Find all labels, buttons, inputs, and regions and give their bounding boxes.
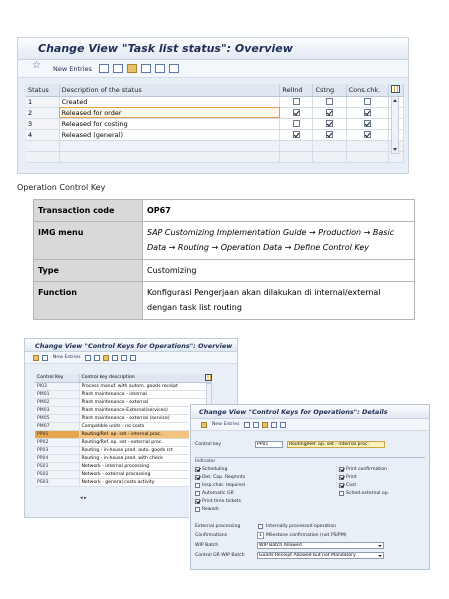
screen-title: Change View "Control Keys for Operations": Details — [191, 405, 429, 419]
control-key-description-field[interactable]: Routing/Ref. op. set - internal proc. — [287, 441, 385, 448]
table-row[interactable] — [26, 96, 404, 107]
control-key-description-cell: Compatible units - no costs — [79, 422, 212, 430]
info-value: Customizing — [143, 260, 415, 282]
cstng-checkbox[interactable] — [326, 120, 333, 127]
undo-icon[interactable] — [127, 64, 137, 73]
status-cell[interactable]: 3 — [26, 118, 59, 129]
control-key-label: Control key — [195, 442, 222, 447]
new-entries-button[interactable]: New Entries — [53, 355, 81, 360]
indicator-checkbox[interactable] — [339, 483, 344, 488]
checkbox-cell — [346, 107, 388, 118]
table-row[interactable] — [35, 462, 212, 470]
table-row[interactable] — [35, 390, 212, 398]
table-settings-header[interactable] — [388, 84, 403, 96]
control-key-description-cell: Plant maintenance - internal — [79, 390, 212, 398]
indicator-checkbox[interactable] — [195, 507, 200, 512]
description-cell[interactable]: Released for costing — [59, 118, 280, 129]
toolbar — [191, 419, 429, 431]
check-icon[interactable] — [42, 355, 48, 361]
conschk-checkbox[interactable] — [364, 131, 371, 138]
table-row[interactable] — [35, 422, 212, 430]
relind-checkbox[interactable] — [293, 120, 300, 127]
control-key-description-cell: Routing - in-house prod. auto. goods rct — [79, 446, 212, 454]
new-entries-button[interactable]: New Entries — [53, 64, 92, 73]
control-key-cell[interactable]: PM07 — [35, 422, 79, 430]
empty-cell — [313, 140, 346, 151]
indicator-label: Det. Cap. Reqmnts — [202, 475, 246, 480]
section-caption: Operation Control Key — [17, 183, 106, 192]
empty-row[interactable] — [26, 151, 404, 162]
table-row[interactable] — [35, 446, 212, 454]
cstng-checkbox[interactable] — [326, 98, 333, 105]
info-value: Konfigurasi Pengerjaan akan dilakukan di internal/external dengan task list routing — [143, 282, 415, 320]
checkbox-cell — [313, 118, 346, 129]
empty-cell — [59, 140, 280, 151]
control-key-description-cell: Plant maintenance-External(services) — [79, 406, 212, 414]
wip-batch-dropdown[interactable]: WIP Batch Allowed — [257, 542, 384, 549]
indicator-label: Sched.external op. — [346, 491, 390, 496]
info-key: IMG menu — [34, 222, 143, 260]
display-change-icon[interactable] — [33, 355, 39, 361]
select-all-icon[interactable] — [141, 64, 151, 73]
external-processing-value: Internally processed operation — [266, 524, 337, 529]
checkbox-cell — [346, 118, 388, 129]
empty-cell — [280, 151, 313, 162]
control-key-description-cell: Network - internal processing — [79, 462, 212, 470]
table-row[interactable] — [35, 430, 212, 438]
table-row — [34, 282, 415, 320]
indicator-label: Insp.char. required — [202, 483, 245, 488]
table-row[interactable] — [35, 398, 212, 406]
checkbox-cell — [280, 96, 313, 107]
indicator-checkbox[interactable] — [195, 467, 200, 472]
empty-cell — [280, 140, 313, 151]
undo-icon[interactable] — [103, 355, 109, 361]
delete-icon[interactable] — [253, 422, 259, 428]
next-entry-icon[interactable] — [280, 422, 286, 428]
status-cell[interactable]: 4 — [26, 129, 59, 140]
info-key: Function — [34, 282, 143, 320]
indicator-label: Cost — [346, 483, 357, 488]
table-row[interactable] — [26, 129, 404, 140]
indicator-group-border — [195, 457, 425, 458]
external-processing-field[interactable] — [258, 524, 263, 529]
horizontal-scroll-arrows[interactable]: ◂ ▸ — [80, 495, 87, 501]
display-change-icon[interactable] — [32, 64, 46, 73]
toolbar — [18, 60, 408, 78]
control-key-description-cell: Routing - in-house prod. with check — [79, 454, 212, 462]
screen-title: Change View "Control Keys for Operations": Overview — [25, 339, 237, 352]
checkbox-cell — [280, 129, 313, 140]
empty-cell — [313, 151, 346, 162]
table-row[interactable] — [35, 414, 212, 422]
control-key-description-cell: Plant maintenance - external — [79, 398, 212, 406]
indicator-checkbox[interactable] — [195, 499, 200, 504]
cstng-checkbox[interactable] — [326, 109, 333, 116]
control-gr-wip-batch-dropdown[interactable]: Goods Receipt Allowed but not Mandatory — [257, 552, 384, 559]
confirmations-description: Milestone confirmation (not PS/PM) — [266, 533, 347, 538]
control-key-cell[interactable]: PM01 — [35, 390, 79, 398]
indicator-label: Scheduling — [202, 467, 228, 472]
table-row[interactable] — [35, 406, 212, 414]
checkbox-cell — [313, 96, 346, 107]
empty-cell — [26, 151, 59, 162]
control-key-cell[interactable]: PM03 — [35, 406, 79, 414]
conschk-checkbox[interactable] — [364, 109, 371, 116]
relind-checkbox[interactable] — [293, 131, 300, 138]
table-row[interactable] — [35, 438, 212, 446]
table-row — [34, 260, 415, 282]
indicator-checkbox[interactable] — [339, 475, 344, 480]
status-cell[interactable]: 1 — [26, 96, 59, 107]
column-header[interactable]: Control Key — [35, 374, 79, 382]
control-key-description-cell: Plant maintenance - external (service) — [79, 414, 212, 422]
control-gr-wip-batch-label: Control GR WIP Batch — [195, 553, 245, 558]
empty-cell — [346, 151, 388, 162]
control-key-description-cell: Network - external processing — [79, 470, 212, 478]
table-settings-icon[interactable] — [205, 374, 212, 381]
copy-icon[interactable] — [244, 422, 250, 428]
info-table — [33, 199, 415, 320]
control-key-description-cell: Routing/Ref. op. set - external proc. — [79, 438, 212, 446]
indicator-checkbox[interactable] — [339, 467, 344, 472]
toolbar — [25, 352, 237, 364]
table-settings-icon[interactable] — [391, 85, 400, 93]
control-key-cell[interactable]: PI03 — [35, 382, 79, 390]
external-processing-label: External processing — [195, 524, 241, 529]
checkbox-cell — [313, 107, 346, 118]
indicator-checkbox[interactable] — [195, 475, 200, 480]
delete-icon[interactable] — [113, 64, 123, 73]
control-keys-table — [35, 374, 212, 487]
control-key-cell[interactable]: PM02 — [35, 398, 79, 406]
delete-icon[interactable] — [94, 355, 100, 361]
indicator-label: Rework — [202, 507, 219, 512]
control-key-cell[interactable]: PS02 — [35, 470, 79, 478]
table-row — [34, 222, 415, 260]
control-key-description-cell: Routing/Ref. op. set - internal proc. — [79, 430, 212, 438]
column-header[interactable]: Control key description — [79, 374, 212, 382]
undo-icon[interactable] — [262, 422, 268, 428]
select-block-icon[interactable] — [121, 355, 127, 361]
column-header[interactable]: Cstng — [313, 84, 346, 96]
status-table — [26, 84, 404, 163]
confirmations-label: Confirmations — [195, 533, 228, 538]
indicator-checkbox[interactable] — [195, 483, 200, 488]
relind-checkbox[interactable] — [293, 98, 300, 105]
table-row[interactable] — [35, 454, 212, 462]
column-header[interactable]: Description of the status — [59, 84, 280, 96]
deselect-all-icon[interactable] — [130, 355, 136, 361]
indicator-label: Print time tickets — [202, 499, 241, 504]
select-block-icon[interactable] — [155, 64, 165, 73]
select-all-icon[interactable] — [112, 355, 118, 361]
description-cell[interactable]: Released for order — [59, 107, 280, 118]
control-key-cell[interactable]: PP03 — [35, 446, 79, 454]
checkbox-cell — [346, 96, 388, 107]
control-key-details-screen — [190, 404, 430, 570]
indicator-checkbox[interactable] — [195, 491, 200, 496]
info-key: Transaction code — [34, 200, 143, 222]
checkbox-cell — [280, 107, 313, 118]
conschk-checkbox[interactable] — [364, 98, 371, 105]
checkbox-cell — [280, 118, 313, 129]
display-change-icon[interactable] — [201, 422, 207, 428]
control-key-cell[interactable]: PS03 — [35, 478, 79, 486]
status-cell[interactable]: 2 — [26, 107, 59, 118]
control-key-field[interactable]: PP01 — [255, 441, 283, 448]
control-key-description-cell: Network - general costs activity — [79, 478, 212, 486]
indicator-checkbox[interactable] — [339, 491, 344, 496]
table-row — [34, 200, 415, 222]
indicator-label: Automatic GR — [202, 491, 234, 496]
control-key-cell[interactable]: PS01 — [35, 462, 79, 470]
cstng-checkbox[interactable] — [326, 131, 333, 138]
deselect-all-icon[interactable] — [169, 64, 179, 73]
column-header[interactable]: RelInd — [280, 84, 313, 96]
description-cell[interactable]: Released (general) — [59, 129, 280, 140]
vertical-scrollbar[interactable] — [391, 96, 399, 154]
table-row[interactable] — [26, 107, 404, 118]
previous-entry-icon[interactable] — [271, 422, 277, 428]
copy-icon[interactable] — [99, 64, 109, 73]
column-header[interactable]: Cons.chk. — [346, 84, 388, 96]
description-cell[interactable]: Created — [59, 96, 280, 107]
checkbox-cell — [346, 129, 388, 140]
table-row[interactable] — [26, 118, 404, 129]
relind-checkbox[interactable] — [293, 109, 300, 116]
info-value: OP67 — [143, 200, 415, 222]
empty-cell — [26, 140, 59, 151]
copy-icon[interactable] — [85, 355, 91, 361]
table-row[interactable] — [35, 478, 212, 486]
table-row[interactable] — [35, 470, 212, 478]
info-value: SAP Customizing Implementation Guide → Production → Basic Data → Routing → Operation Data → Define Control Key — [143, 222, 415, 260]
checkbox-cell — [313, 129, 346, 140]
indicator-group-label: Indicator — [195, 459, 216, 464]
screen-title: Change View "Task list status": Overview — [18, 38, 408, 60]
info-key: Type — [34, 260, 143, 282]
task-list-status-screen — [17, 37, 409, 174]
empty-cell — [346, 140, 388, 151]
control-key-cell[interactable]: PP02 — [35, 438, 79, 446]
empty-row[interactable] — [26, 140, 404, 151]
control-key-cell[interactable]: PM05 — [35, 414, 79, 422]
conschk-checkbox[interactable] — [364, 120, 371, 127]
indicator-label: Print confirmation — [346, 467, 388, 472]
control-key-description-cell: Process manuf. with autom. goods receipt — [79, 382, 212, 390]
table-row[interactable] — [35, 382, 212, 390]
column-header[interactable]: Status — [26, 84, 59, 96]
wip-batch-label: WIP Batch — [195, 543, 219, 548]
control-key-cell[interactable]: PP01 — [35, 430, 79, 438]
empty-cell — [59, 151, 280, 162]
confirmations-field[interactable]: 1 — [257, 532, 264, 539]
control-key-cell[interactable]: PP04 — [35, 454, 79, 462]
new-entries-button[interactable]: New Entries — [212, 422, 240, 427]
indicator-label: Print — [346, 475, 357, 480]
